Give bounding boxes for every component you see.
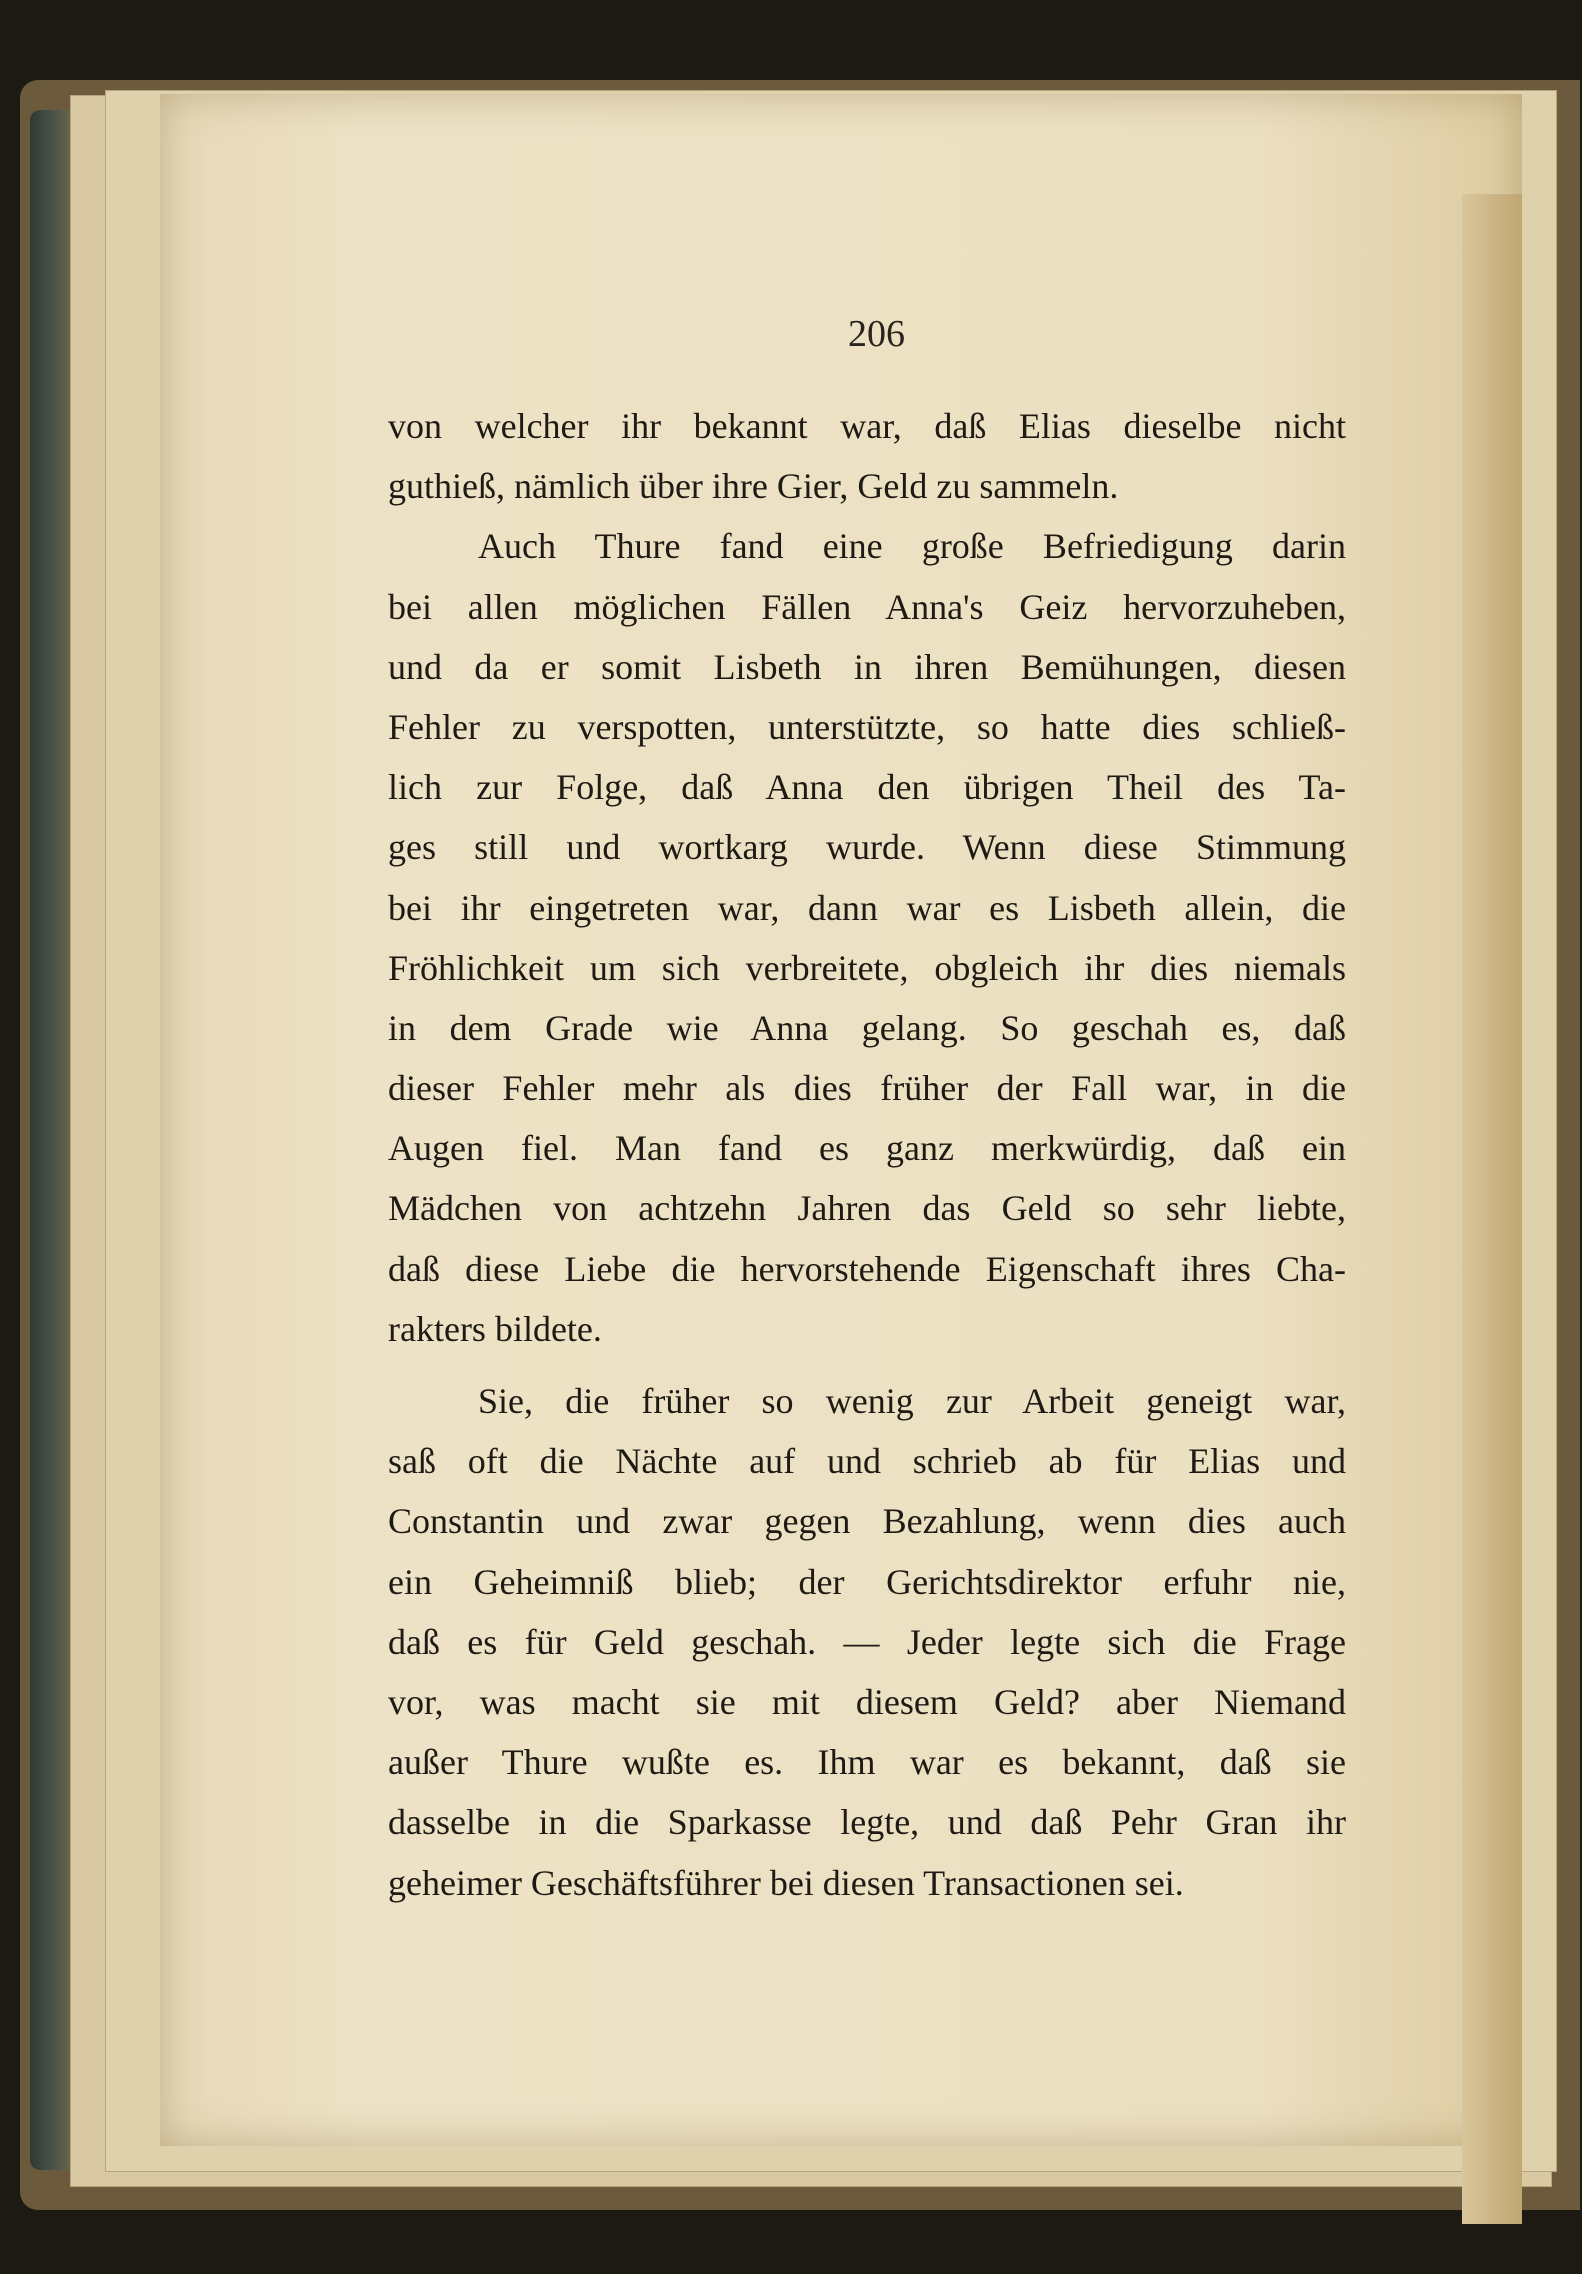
text-line: außer Thure wußte es. Ihm war es bekannt, daß sie	[388, 1742, 1346, 1783]
text-line: Mädchen von achtzehn Jahren das Geld so sehr liebte,	[388, 1188, 1346, 1229]
paragraph-gap	[388, 1359, 1346, 1371]
text-line: daß diese Liebe die hervorstehende Eigenschaft ihres Cha-	[388, 1248, 1346, 1289]
text-line: guthieß, nämlich über ihre Gier, Geld zu sammeln.	[388, 466, 1119, 507]
text-line: Constantin und zwar gegen Bezahlung, wenn dies auch	[388, 1501, 1346, 1542]
paragraph	[388, 516, 1346, 1359]
text-line: bei ihr eingetreten war, dann war es Lisbeth allein, die	[388, 887, 1346, 928]
text-line: Fröhlichkeit um sich verbreitete, obgleich ihr dies niemals	[388, 947, 1346, 988]
text-line: geheimer Geschäftsführer bei diesen Transactionen sei.	[388, 1862, 1184, 1903]
text-line: Sie, die früher so wenig zur Arbeit geneigt war,	[478, 1381, 1346, 1421]
text-line: und da er somit Lisbeth in ihren Bemühungen, diesen	[388, 646, 1346, 687]
text-line: von welcher ihr bekannt war, daß Elias dieselbe nicht	[388, 406, 1346, 446]
text-line: Auch Thure fand eine große Befriedigung darin	[478, 526, 1346, 567]
text-line: dieser Fehler mehr als dies früher der Fall war, in die	[388, 1068, 1346, 1109]
text-line: daß es für Geld geschah. — Jeder legte sich die Frage	[388, 1621, 1346, 1662]
page-number: 206	[848, 313, 905, 355]
text-line: in dem Grade wie Anna gelang. So geschah es, daß	[388, 1007, 1346, 1048]
text-line: Augen fiel. Man fand es ganz merkwürdig, daß ein	[388, 1128, 1346, 1169]
body-text	[388, 396, 1346, 1913]
text-line: rakters bildete.	[388, 1308, 602, 1349]
text-line: dasselbe in die Sparkasse legte, und daß Pehr Gran ihr	[388, 1802, 1346, 1843]
text-line: saß oft die Nächte auf und schrieb ab für Elias und	[388, 1441, 1346, 1482]
text-line: lich zur Folge, daß Anna den übrigen Theil des Ta-	[388, 767, 1346, 808]
text-line: bei allen möglichen Fällen Anna's Geiz hervorzuheben,	[388, 586, 1346, 627]
paragraph	[388, 396, 1346, 516]
paragraph	[388, 1371, 1346, 1913]
text-line: Fehler zu verspotten, unterstützte, so hatte dies schließ-	[388, 706, 1346, 747]
text-line: ges still und wortkarg wurde. Wenn diese Stimmung	[388, 827, 1346, 868]
text-line: ein Geheimniß blieb; der Gerichtsdirektor erfuhr nie,	[388, 1561, 1346, 1602]
text-line: vor, was macht sie mit diesem Geld? aber Niemand	[388, 1681, 1346, 1722]
page-gutter	[1462, 194, 1522, 2224]
